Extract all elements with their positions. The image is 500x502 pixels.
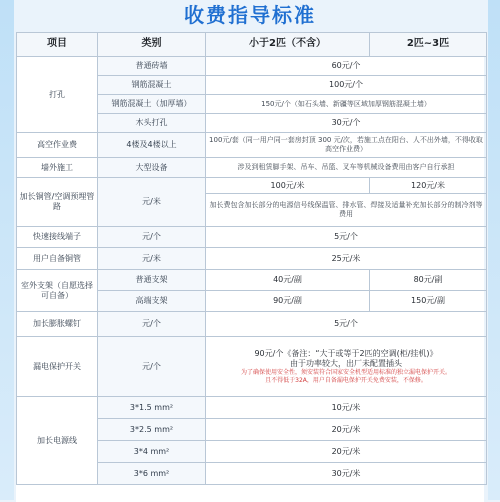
table-row [17,337,487,397]
fee-table-container [16,32,484,502]
leakage-line2: 由于功率较大，出厂未配置插头 [290,359,402,368]
drilling-price: 60元/个 [206,57,487,76]
table-row [17,270,487,291]
expansion-screw-price: 5元/个 [206,312,487,337]
drilling-price: 150元/个（如石头墙、新疆等区域加厚钢筋混凝土墙） [206,95,487,114]
pipe-price-lt2: 100元/米 [206,178,370,194]
user-copper-price: 25元/米 [206,248,487,270]
leakage-category: 元/个 [98,337,206,397]
leakage-line3: 为了确保使用安全性，须安装符合国家安全机型适用标准的独立漏电保护开关。 [240,369,451,376]
pipe-price-2-3: 120元/米 [370,178,487,194]
left-edge-decoration [0,0,14,500]
power-line-price: 10元/米 [206,397,487,419]
table-row [17,57,487,76]
user-copper-category: 元/米 [98,248,206,270]
header-item: 项目 [17,33,98,57]
right-edge-decoration [488,0,500,500]
user-copper-label: 用户自备铜管 [17,248,98,270]
page-title: 收费指导标准 [184,3,316,27]
quick-connector-price: 5元/个 [206,227,487,248]
table-row [17,227,487,248]
exterior-desc: 涉及到租赁脚手架、吊车、吊篮、叉车等机械设备费用由客户自行承担 [206,158,487,178]
power-line-label: 加长电源线 [17,397,98,485]
high-altitude-price: 100元/套（同一用户同一套房封顶 300 元/次，若施工点在阳台、人不出外墙，不得收取高空作业费） [206,133,487,158]
quick-connector-category: 元/个 [98,227,206,248]
bracket-price-2-3: 150元/副 [370,291,487,312]
drilling-price: 100元/个 [206,76,487,95]
power-line-price: 30元/米 [206,463,487,485]
exterior-category: 大型设备 [98,158,206,178]
quick-connector-label: 快速接线端子 [17,227,98,248]
drilling-category: 木头打孔 [98,114,206,133]
pipe-label: 加长铜管/空调预埋管路 [17,178,98,227]
leakage-line4: 且不得低于32A，用户自备漏电保护开关免费安装，不保修。 [265,376,427,384]
pipe-category: 元/米 [98,178,206,227]
bracket-price-2-3: 80元/副 [370,270,487,291]
header-category: 类别 [98,33,206,57]
leakage-line1: 90元/个《备注：“大于或等于2匹的空调(柜/挂机)》 [254,349,438,358]
exterior-label: 墙外施工 [17,158,98,178]
header-2-3: 2匹~3匹 [370,33,487,57]
table-row [17,397,487,419]
table-row [17,248,487,270]
expansion-screw-label: 加长膨胀螺钉 [17,312,98,337]
power-line-category: 3*6 mm² [98,463,206,485]
bracket-category: 高端支架 [98,291,206,312]
drilling-category: 普通砖墙 [98,57,206,76]
bracket-label: 室外支架（自愿选择 可自备） [17,270,98,312]
high-altitude-label: 高空作业费 [17,133,98,158]
drilling-price: 30元/个 [206,114,487,133]
table-row [17,133,487,158]
pipe-note: 加长费包含加长部分的电源信号线保温管、排水管、焊接及适量补充加长部分的制冷剂等费用 [206,194,487,227]
leakage-desc [206,337,487,397]
table-row [17,158,487,178]
leakage-label: 漏电保护开关 [17,337,98,397]
header-lt2: 小于2匹（不含） [206,33,370,57]
power-line-price: 20元/米 [206,419,487,441]
bracket-price-lt2: 90元/副 [206,291,370,312]
drilling-category: 钢筋混凝土 [98,76,206,95]
drilling-category: 钢筋混凝土（加厚墙） [98,95,206,114]
table-row [17,178,487,194]
power-line-category: 3*2.5 mm² [98,419,206,441]
fee-table [16,32,487,485]
power-line-category: 3*1.5 mm² [98,397,206,419]
table-row [17,312,487,337]
high-altitude-category: 4楼及4楼以上 [98,133,206,158]
power-line-category: 3*4 mm² [98,441,206,463]
drilling-label: 打孔 [17,57,98,133]
bracket-category: 普通支架 [98,270,206,291]
power-line-price: 20元/米 [206,441,487,463]
expansion-screw-category: 元/个 [98,312,206,337]
bracket-price-lt2: 40元/副 [206,270,370,291]
table-header-row [17,33,487,57]
